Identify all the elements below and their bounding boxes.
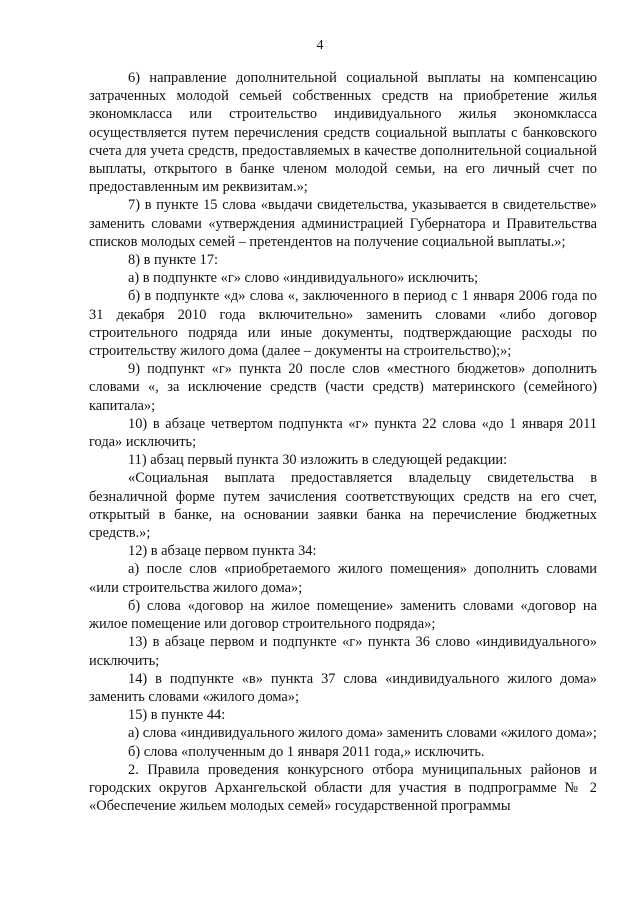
paragraph-subitem-8a: а) в подпункте «г» слово «индивидуального» исключить;: [128, 270, 479, 287]
document-body: [89, 69, 597, 815]
paragraph-item-9: 9) подпункт «г» пункта 20 после слов «местного бюджетов» дополнить словами «, за исключение средств (части средств) материнского (семейного) капитала»;: [89, 361, 597, 414]
paragraph-section-2: 2. Правила проведения конкурсного отбора муниципальных районов и городских округов Архангельской области для участия в подпрограмме № 2 «Обеспечение жильем молодых семей» государственной программы: [89, 761, 597, 815]
paragraph-item-6: 6) направление дополнительной социальной выплаты на компенсацию затраченных молодой семьей собственных средств на приобретение жилья экономкласса или строительство индивидуального жилья экономкласса осуществляется путем перечисления средств социальной выплаты с банковского счета для учета средств, предоставляемых в качестве дополнительной социальной выплаты, открытого в банке членом молодой семьи, на его личный счет по предоставленным им реквизитам.»;: [89, 70, 597, 196]
paragraph-item-14: 14) в подпункте «в» пункта 37 слова «индивидуального жилого дома» заменить словами «жилого дома»;: [89, 670, 597, 705]
paragraph-item-7: 7) в пункте 15 слова «выдачи свидетельства, указывается в свидетельстве» заменить словами «утверждения администрацией Губернатора и Правительства списков молодых семей – претендентов на получение социальной выплаты.»;: [89, 197, 597, 250]
paragraph-item-8: 8) в пункте 17:: [128, 252, 219, 269]
paragraph-subitem-12b: б) слова «договор на жилое помещение» заменить словами «договор на жилое помещение или договор строительного подряда»;: [89, 597, 597, 633]
page-number: 4: [316, 38, 324, 53]
paragraph-item-10: 10) в абзаце четвертом подпункта «г» пункта 22 слова «до 1 января 2011 года» исключить;: [89, 415, 597, 451]
paragraph-item-15: 15) в пункте 44:: [128, 707, 226, 724]
paragraph-quote-11: «Социальная выплата предоставляется владельцу свидетельства в безналичной форме путем зачисления соответствующих средств на его счет, открытый в банке, на основании заявки банка на перечисление бюджетных средств.»;: [89, 470, 597, 542]
paragraph-subitem-12a: а) после слов «приобретаемого жилого помещения» дополнить словами «или строительства жилого дома»;: [89, 561, 597, 596]
paragraph-item-13: 13) в абзаце первом и подпункте «г» пункта 36 слово «индивидуального» исключить;: [89, 634, 597, 669]
paragraph-item-12: 12) в абзаце первом пункта 34:: [128, 543, 317, 560]
paragraph-subitem-15a: а) слова «индивидуального жилого дома» заменить словами «жилого дома»;: [128, 725, 597, 742]
paragraph-item-11: 11) абзац первый пункта 30 изложить в следующей редакции:: [128, 452, 508, 469]
paragraph-subitem-15b: б) слова «полученным до 1 января 2011 года,» исключить.: [128, 743, 485, 760]
paragraph-subitem-8b: б) в подпункте «д» слова «, заключенного в период с 1 января 2006 года по 31 декабря 2010 года включительно» заменить словами «либо договор строительного подряда или иные документы, подтверждающие расходы по строительству жилого дома (далее – документы на строительство);»;: [89, 288, 597, 360]
